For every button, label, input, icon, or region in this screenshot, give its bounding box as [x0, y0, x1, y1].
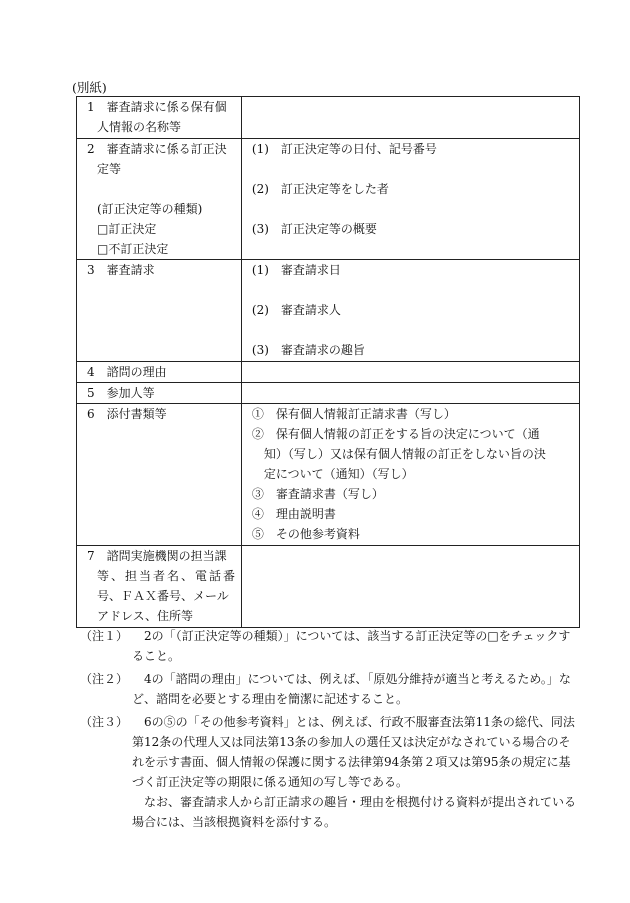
- row-1-value-cell[interactable]: [241, 97, 579, 139]
- note-2: [80, 669, 580, 709]
- decision-type-heading: (訂正決定等の種類): [97, 202, 203, 216]
- attached-doc-4: ④ 理由説明書: [251, 507, 336, 521]
- row-7-label-line-2: 等、担当者名、電話番: [97, 569, 238, 583]
- attached-doc-2-line-2: 知）（写し）又は保有個人情報の訂正をしない旨の決: [263, 447, 546, 461]
- note-1-tag: （注１）: [80, 629, 129, 643]
- row-personal-info-name: [77, 97, 580, 139]
- row-consultation-reason: [77, 362, 580, 383]
- attached-doc-5: ⑤ その他参考資料: [251, 527, 360, 541]
- row-6-value-cell: [241, 404, 579, 546]
- row-5-label: 5 参加人等: [87, 386, 155, 400]
- row-4-label: 4 諮問の理由: [87, 365, 167, 379]
- note-3: [80, 712, 580, 832]
- row-review-request: [77, 260, 580, 362]
- row-correction-decision: [77, 139, 580, 260]
- row-contact-info: [77, 546, 580, 628]
- note-3-text: 6の⑤の「その他参考資料」とは、例えば、行政不服審査法第11条の総代、同法第12条の代理人又は同法第13条の参加人の選任又は決定がなされている場合のそれを示す書面、個人情報の保護に関する法律第94条第２項又は第95条の規定に基づく訂正決定等の期限に係る通知の写し等である。: [132, 715, 575, 789]
- checkbox-non-correction-decision[interactable]: □不訂正決定: [97, 242, 169, 256]
- review-request-form-table: [76, 96, 580, 628]
- note-2-tag: （注２）: [80, 672, 129, 686]
- row-5-label-cell: [77, 383, 242, 404]
- checkbox-correction-decision[interactable]: □訂正決定: [97, 222, 157, 236]
- note-1: [80, 626, 580, 666]
- row-3-label: 3 審査請求: [87, 263, 155, 277]
- row-1-label-line-1: 1 審査請求に係る保有個: [87, 100, 227, 114]
- notes-section: [80, 626, 580, 835]
- row-7-label-line-4: アドレス、住所等: [97, 609, 194, 623]
- note-1-text: 2の「（訂正決定等の種類）」については、該当する訂正決定等の□をチェックすること。: [132, 629, 571, 663]
- row-2-item-3: (3) 訂正決定等の概要: [251, 222, 377, 236]
- row-2-item-1: (1) 訂正決定等の日付、記号番号: [251, 142, 437, 156]
- row-7-label-line-3: 号、ＦＡＸ番号、メール: [97, 589, 229, 603]
- row-7-value-cell[interactable]: [241, 546, 579, 628]
- row-3-item-2: (2) 審査請求人: [251, 303, 341, 317]
- attached-doc-3: ③ 審査請求書（写し）: [251, 487, 384, 501]
- attached-doc-1: ① 保有個人情報訂正請求書（写し）: [251, 407, 456, 421]
- row-1-label-cell: [77, 97, 242, 139]
- row-6-label-cell: [77, 404, 242, 546]
- row-3-item-3: (3) 審査請求の趣旨: [251, 343, 365, 357]
- row-2-value-cell: [241, 139, 579, 260]
- row-5-value-cell[interactable]: [241, 383, 579, 404]
- row-1-label-line-2: 人情報の名称等: [97, 120, 182, 134]
- row-3-item-1: (1) 審査請求日: [251, 263, 341, 277]
- note-2-text: 4の「諮問の理由」については、例えば、「原処分維持が適当と考えるため。」など、諮問を必要とする理由を簡潔に記述すること。: [132, 672, 571, 706]
- row-4-value-cell[interactable]: [241, 362, 579, 383]
- attached-doc-2-line-3: 定について（通知）（写し）: [263, 467, 414, 481]
- note-3-tag: （注３）: [80, 715, 129, 729]
- attachment-label: (別紙): [72, 80, 107, 95]
- row-3-label-cell: [77, 260, 242, 362]
- row-2-label-line-1: 2 審査請求に係る訂正決: [87, 142, 227, 156]
- row-2-item-2: (2) 訂正決定等をした者: [251, 182, 389, 196]
- attached-doc-2-line-1: ② 保有個人情報の訂正をする旨の決定について（通: [251, 427, 540, 441]
- row-6-label: 6 添付書類等: [87, 407, 167, 421]
- row-2-label-line-2: 定等: [97, 162, 122, 176]
- row-4-label-cell: [77, 362, 242, 383]
- row-7-label-cell: [77, 546, 242, 628]
- row-2-label-cell: [77, 139, 242, 260]
- row-participants: [77, 383, 580, 404]
- note-3-text-2: なお、審査請求人から訂正請求の趣旨・理由を根拠付ける資料が提出されている場合には、当該根拠資料を添付する。: [132, 795, 577, 829]
- row-3-value-cell: [241, 260, 579, 362]
- row-attached-documents: [77, 404, 580, 546]
- row-7-label-line-1: 7 諮問実施機関の担当課: [87, 549, 227, 563]
